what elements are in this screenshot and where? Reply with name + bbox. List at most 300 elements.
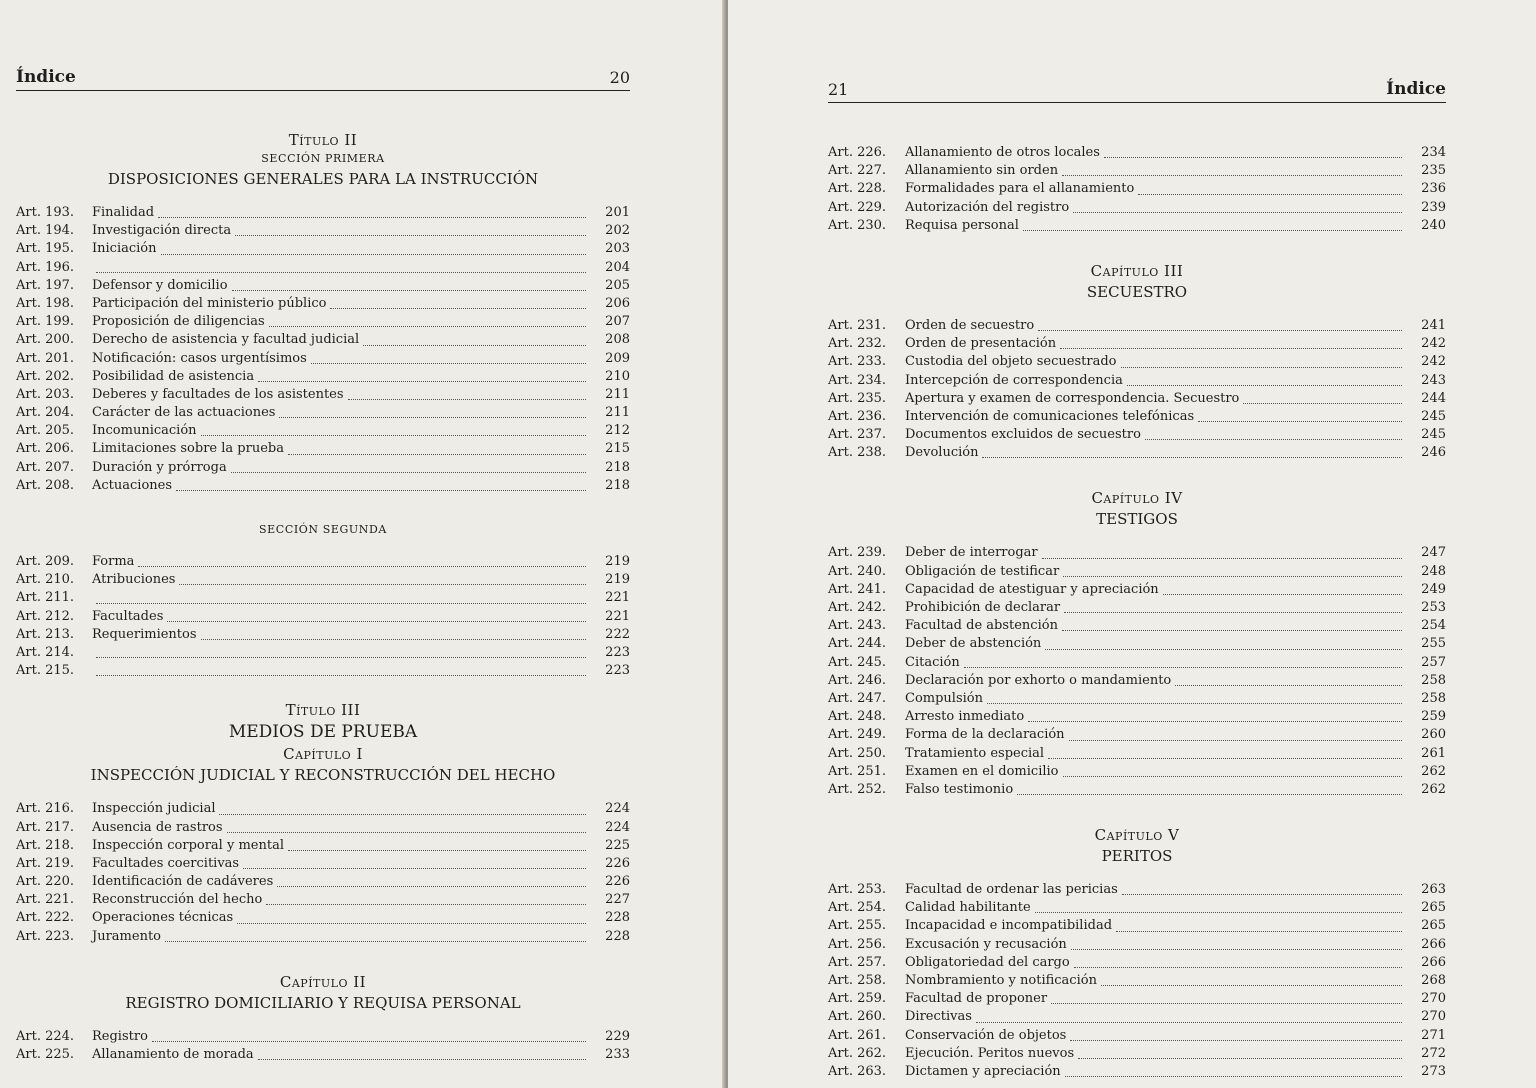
dot-leader (243, 867, 586, 869)
dot-leader (269, 325, 586, 327)
article-page: 257 (1421, 654, 1446, 670)
toc-entry (828, 635, 1446, 653)
article-title: Compulsión (905, 690, 983, 706)
article-page: 240 (1421, 217, 1446, 233)
dot-leader (1048, 757, 1402, 759)
toc-entry (16, 928, 630, 946)
dot-leader (279, 416, 586, 418)
toc-entry (828, 1045, 1446, 1063)
toc-entry (828, 599, 1446, 617)
toc-entry (828, 936, 1446, 954)
toc-entry (16, 873, 630, 891)
article-number: Art. 226. (828, 145, 887, 160)
toc-entry (16, 240, 630, 258)
dot-leader (96, 674, 586, 676)
table-of-contents (16, 130, 630, 1064)
dot-leader (1163, 593, 1402, 595)
toc-entry (16, 626, 630, 644)
article-number: Art. 242. (828, 600, 887, 615)
article-page: 215 (605, 441, 630, 457)
article-number: Art. 260. (828, 1009, 887, 1025)
dot-leader (1065, 1075, 1402, 1077)
dot-leader (237, 922, 586, 924)
article-page: 263 (1421, 882, 1446, 898)
article-page: 258 (1421, 690, 1446, 706)
article-number: Art. 233. (828, 354, 887, 370)
toc-entry (828, 972, 1446, 990)
article-page: 245 (1421, 408, 1446, 424)
article-title: Notificación: casos urgentísimos (92, 350, 307, 366)
article-title: Duración y prórroga (92, 459, 227, 475)
article-page: 224 (605, 801, 630, 817)
article-page: 273 (1421, 1063, 1446, 1079)
article-page: 223 (605, 644, 630, 660)
dot-leader (232, 289, 586, 291)
article-title: Juramento (92, 928, 161, 944)
toc-entry (16, 800, 630, 818)
article-title: Incapacidad e incompatibilidad (905, 918, 1113, 934)
dot-leader (1138, 193, 1402, 195)
article-title: Excusación y recusación (905, 936, 1067, 952)
toc-entry (16, 819, 630, 837)
toc-entry (16, 259, 630, 277)
dot-leader (1198, 420, 1402, 422)
toc-entry (828, 672, 1446, 690)
dot-leader (1070, 1039, 1402, 1041)
article-number: Art. 213. (16, 626, 75, 642)
toc-entry (16, 222, 630, 240)
page-header (16, 64, 630, 91)
article-title: Forma (92, 554, 135, 569)
article-title: Capacidad de atestiguar y apreciación (905, 581, 1159, 597)
article-page: 236 (1421, 181, 1446, 197)
dot-leader (227, 831, 586, 833)
toc-entry (828, 180, 1446, 198)
article-title: Proposición de diligencias (92, 314, 265, 330)
article-page: 242 (1421, 354, 1446, 370)
article-number: Art. 193. (16, 205, 75, 220)
toc-entry (828, 199, 1446, 217)
article-title: Nombramiento y notificación (905, 973, 1097, 988)
article-title: Inspección judicial (92, 801, 216, 817)
article-title: Obligación de testificar (905, 563, 1060, 579)
article-page: 221 (605, 608, 630, 624)
titulo-heading: Título III (285, 701, 361, 720)
toc-list (16, 204, 630, 495)
article-page: 224 (605, 819, 630, 835)
toc-list (828, 144, 1446, 235)
article-title: Actuaciones (92, 477, 173, 493)
toc-entry (828, 408, 1446, 426)
dot-leader (1064, 611, 1402, 613)
toc-entry (828, 1063, 1446, 1081)
article-title: Deberes y facultades de los asistentes (92, 386, 344, 402)
dot-leader (330, 307, 586, 309)
article-page: 265 (1421, 900, 1446, 916)
article-title: Facultades coercitivas (92, 855, 240, 871)
article-page: 258 (1421, 672, 1446, 688)
toc-entry (16, 386, 630, 404)
toc-entry (828, 899, 1446, 917)
article-number: Art. 243. (828, 618, 887, 634)
dot-leader (201, 638, 586, 640)
article-page: 204 (605, 259, 630, 275)
dot-leader (277, 885, 586, 887)
article-title: Dictamen y apreciación (905, 1063, 1061, 1079)
dot-leader (1078, 1057, 1402, 1059)
article-number: Art. 240. (828, 563, 887, 579)
toc-entry (828, 563, 1446, 581)
dot-leader (1145, 438, 1402, 440)
dot-leader (219, 813, 586, 815)
toc-list (16, 800, 630, 946)
toc-entry (16, 277, 630, 295)
article-number: Art. 227. (828, 163, 887, 179)
article-title: Deber de interrogar (905, 545, 1038, 561)
toc-entry (16, 404, 630, 422)
article-title: Intercepción de correspondencia (905, 372, 1123, 388)
article-title: Devolución (905, 445, 979, 461)
dot-leader (1063, 575, 1402, 577)
article-page: 226 (605, 855, 630, 871)
article-page: 239 (1421, 199, 1446, 215)
toc-entry (16, 440, 630, 458)
article-number: Art. 220. (16, 874, 75, 890)
article-title: Intervención de comunicaciones telefónicas (905, 408, 1195, 424)
article-number: Art. 235. (828, 390, 887, 406)
article-number: Art. 253. (828, 882, 887, 898)
article-title: Declaración por exhorto o mandamiento (905, 672, 1172, 688)
dot-leader (1073, 211, 1402, 213)
article-number: Art. 215. (16, 663, 75, 679)
article-number: Art. 208. (16, 477, 75, 493)
article-title: Prohibición de declarar (905, 600, 1061, 615)
article-number: Art. 257. (828, 954, 887, 970)
article-page: 246 (1421, 445, 1446, 461)
dot-leader (987, 702, 1402, 704)
article-page: 247 (1421, 545, 1446, 561)
article-page: 243 (1421, 372, 1446, 388)
capitulo-heading: Capítulo III (1090, 261, 1184, 280)
right-page (728, 0, 1536, 1088)
toc-list (16, 1028, 630, 1064)
section-title: SECUESTRO (1086, 282, 1188, 301)
dot-leader (179, 583, 586, 585)
section-title: MEDIOS DE PRUEBA (228, 722, 418, 743)
article-number: Art. 200. (16, 332, 75, 348)
article-number: Art. 194. (16, 223, 75, 239)
toc-entry (828, 144, 1446, 162)
article-number: Art. 218. (16, 837, 75, 853)
article-page: 260 (1421, 727, 1446, 743)
article-page: 210 (605, 368, 630, 384)
toc-entry (828, 581, 1446, 599)
article-number: Art. 216. (16, 801, 75, 817)
article-title: Reconstrucción del hecho (92, 892, 263, 908)
toc-entry (828, 690, 1446, 708)
article-title: Atribuciones (92, 572, 176, 588)
article-number: Art. 262. (828, 1045, 887, 1061)
article-page: 266 (1421, 954, 1446, 970)
article-title: Documentos excluidos de secuestro (905, 427, 1141, 443)
article-number: Art. 201. (16, 350, 75, 366)
article-page: 225 (605, 837, 630, 853)
article-number: Art. 210. (16, 572, 75, 588)
article-number: Art. 252. (828, 781, 887, 797)
article-title: Incomunicación (92, 423, 197, 439)
article-number: Art. 229. (828, 199, 887, 215)
article-title: Allanamiento sin orden (905, 163, 1059, 179)
toc-entry (828, 1008, 1446, 1026)
dot-leader (1028, 720, 1402, 722)
article-title: Examen en el domicilio (905, 763, 1059, 779)
article-number: Art. 234. (828, 372, 887, 388)
dot-leader (1243, 402, 1402, 404)
dot-leader (1127, 384, 1402, 386)
toc-entry (16, 477, 630, 495)
page-header (828, 76, 1446, 103)
article-title: Obligatoriedad del cargo (905, 954, 1070, 970)
article-page: 205 (605, 277, 630, 293)
article-number: Art. 223. (16, 928, 75, 944)
section-title: PERITOS (1101, 847, 1173, 866)
article-page: 209 (605, 350, 630, 366)
dot-leader (1116, 930, 1402, 932)
article-title: Participación del ministerio público (92, 295, 327, 311)
toc-entry (16, 855, 630, 873)
article-title: Identificación de cadáveres (92, 874, 274, 890)
article-title: Facultad de abstención (905, 618, 1058, 634)
dot-leader (1038, 329, 1402, 331)
article-title: Directivas (905, 1009, 972, 1025)
dot-leader (96, 602, 586, 604)
article-page: 266 (1421, 936, 1446, 952)
article-page: 244 (1421, 390, 1446, 406)
toc-entry (828, 217, 1446, 235)
toc-entry (828, 917, 1446, 935)
toc-entry (828, 372, 1446, 390)
article-title: Defensor y domicilio (92, 277, 228, 293)
article-number: Art. 232. (828, 336, 887, 352)
dot-leader (1071, 948, 1402, 950)
dot-leader (1017, 793, 1402, 795)
toc-entry (16, 1046, 630, 1064)
article-title: Iniciación (92, 241, 157, 257)
toc-entry (16, 644, 630, 662)
article-page: 255 (1421, 636, 1446, 652)
article-number: Art. 238. (828, 445, 887, 461)
article-title: Apertura y examen de correspondencia. Secuestro (905, 390, 1240, 406)
article-page: 270 (1421, 1009, 1446, 1025)
dot-leader (231, 471, 586, 473)
toc-entry (16, 1028, 630, 1046)
dot-leader (1101, 984, 1402, 986)
seccion-heading: SECCIÓN PRIMERA (261, 152, 385, 165)
article-page: 235 (1421, 163, 1446, 179)
article-number: Art. 197. (16, 277, 75, 293)
article-number: Art. 214. (16, 644, 75, 660)
article-number: Art. 205. (16, 423, 75, 439)
article-page: 221 (605, 590, 630, 606)
article-page: 218 (605, 477, 630, 493)
toc-entry (828, 726, 1446, 744)
dot-leader (167, 620, 586, 622)
article-page: 207 (605, 314, 630, 330)
article-number: Art. 219. (16, 855, 75, 871)
article-page: 206 (605, 295, 630, 311)
article-number: Art. 207. (16, 459, 75, 475)
article-page: 208 (605, 332, 630, 348)
article-page: 259 (1421, 709, 1446, 725)
section-title: REGISTRO DOMICILIARIO Y REQUISA PERSONAL (125, 993, 521, 1012)
article-page: 227 (605, 892, 630, 908)
article-title: Formalidades para el allanamiento (905, 181, 1135, 197)
seccion-heading: SECCIÓN SEGUNDA (259, 523, 387, 536)
article-page: 248 (1421, 563, 1446, 579)
toc-list (828, 544, 1446, 799)
article-number: Art. 221. (16, 892, 75, 908)
article-title: Orden de presentación (905, 336, 1057, 352)
article-title: Requisa personal (905, 217, 1019, 233)
dot-leader (258, 1058, 586, 1060)
article-page: 268 (1421, 973, 1446, 988)
article-number: Art. 196. (16, 259, 75, 275)
article-title: Tratamiento especial (905, 745, 1045, 761)
header-title: Índice (16, 67, 76, 87)
article-number: Art. 251. (828, 763, 887, 779)
article-page: 203 (605, 241, 630, 257)
toc-list (828, 881, 1446, 1081)
article-page: 233 (605, 1047, 630, 1062)
article-title: Finalidad (92, 205, 155, 220)
dot-leader (1121, 366, 1403, 368)
capitulo-heading: Capítulo V (1094, 826, 1180, 845)
toc-entry (828, 444, 1446, 462)
article-number: Art. 247. (828, 690, 887, 706)
toc-entry (16, 837, 630, 855)
dot-leader (348, 398, 586, 400)
article-page: 212 (605, 423, 630, 439)
toc-entry (16, 459, 630, 477)
toc-entry (828, 654, 1446, 672)
article-number: Art. 255. (828, 918, 887, 934)
article-number: Art. 211. (16, 590, 75, 606)
dot-leader (1062, 629, 1402, 631)
article-page: 272 (1421, 1045, 1446, 1061)
article-title: Derecho de asistencia y facultad judicial (92, 332, 360, 348)
article-number: Art. 225. (16, 1047, 75, 1062)
toc-entry (828, 745, 1446, 763)
article-number: Art. 204. (16, 405, 75, 421)
toc-list (16, 553, 630, 680)
dot-leader (235, 234, 586, 236)
article-number: Art. 245. (828, 654, 887, 670)
toc-entry (16, 662, 630, 680)
dot-leader (976, 1021, 1402, 1023)
article-page: 222 (605, 626, 630, 642)
article-title: Allanamiento de morada (92, 1047, 254, 1062)
toc-entry (828, 426, 1446, 444)
dot-leader (288, 849, 586, 851)
article-number: Art. 239. (828, 545, 887, 561)
article-number: Art. 248. (828, 709, 887, 725)
dot-leader (1062, 174, 1402, 176)
table-of-contents (828, 144, 1446, 1081)
dot-leader (1042, 557, 1402, 559)
article-number: Art. 258. (828, 973, 887, 988)
capitulo-heading: Capítulo IV (1091, 489, 1183, 508)
article-page: 201 (605, 205, 630, 220)
dot-leader (1122, 893, 1402, 895)
article-title: Custodia del objeto secuestrado (905, 354, 1117, 370)
article-page: 271 (1421, 1027, 1446, 1043)
article-number: Art. 224. (16, 1028, 75, 1044)
toc-entry (828, 335, 1446, 353)
article-number: Art. 241. (828, 581, 887, 597)
article-number: Art. 209. (16, 554, 75, 569)
article-page: 229 (605, 1028, 630, 1044)
dot-leader (1063, 775, 1403, 777)
article-title: Inspección corporal y mental (92, 837, 284, 853)
dot-leader (201, 434, 586, 436)
article-title: Facultades (92, 608, 164, 624)
article-number: Art. 222. (16, 910, 75, 926)
toc-entry (16, 295, 630, 313)
toc-entry (16, 589, 630, 607)
article-page: 254 (1421, 618, 1446, 634)
article-number: Art. 254. (828, 900, 887, 916)
dot-leader (1035, 911, 1402, 913)
dot-leader (152, 1040, 586, 1042)
article-page: 234 (1421, 145, 1446, 160)
toc-entry (828, 954, 1446, 972)
toc-entry (16, 313, 630, 331)
toc-entry (16, 891, 630, 909)
dot-leader (1051, 1002, 1402, 1004)
article-page: 262 (1421, 763, 1446, 779)
toc-entry (16, 368, 630, 386)
article-title: Limitaciones sobre la prueba (92, 441, 284, 457)
titulo-heading: Título II (288, 131, 358, 149)
article-number: Art. 217. (16, 819, 75, 835)
dot-leader (258, 380, 586, 382)
article-title: Falso testimonio (905, 781, 1014, 797)
article-page: 242 (1421, 336, 1446, 352)
article-page: 261 (1421, 745, 1446, 761)
article-title: Citación (905, 654, 960, 670)
article-page: 262 (1421, 781, 1446, 797)
article-number: Art. 256. (828, 936, 887, 952)
dot-leader (176, 489, 586, 491)
dot-leader (288, 453, 586, 455)
article-page: 219 (605, 554, 630, 569)
toc-list (828, 317, 1446, 463)
article-title: Ejecución. Peritos nuevos (905, 1045, 1075, 1061)
article-page: 218 (605, 459, 630, 475)
article-number: Art. 228. (828, 181, 887, 197)
article-number: Art. 250. (828, 745, 887, 761)
dot-leader (266, 903, 586, 905)
article-title: Posibilidad de asistencia (92, 368, 255, 384)
article-page: 249 (1421, 581, 1446, 597)
toc-entry (16, 331, 630, 349)
article-number: Art. 199. (16, 314, 75, 330)
toc-entry (828, 617, 1446, 635)
section-title: TESTIGOS (1096, 510, 1178, 529)
article-title: Investigación directa (92, 223, 232, 239)
article-number: Art. 246. (828, 672, 887, 688)
article-title: Deber de abstención (905, 636, 1042, 652)
